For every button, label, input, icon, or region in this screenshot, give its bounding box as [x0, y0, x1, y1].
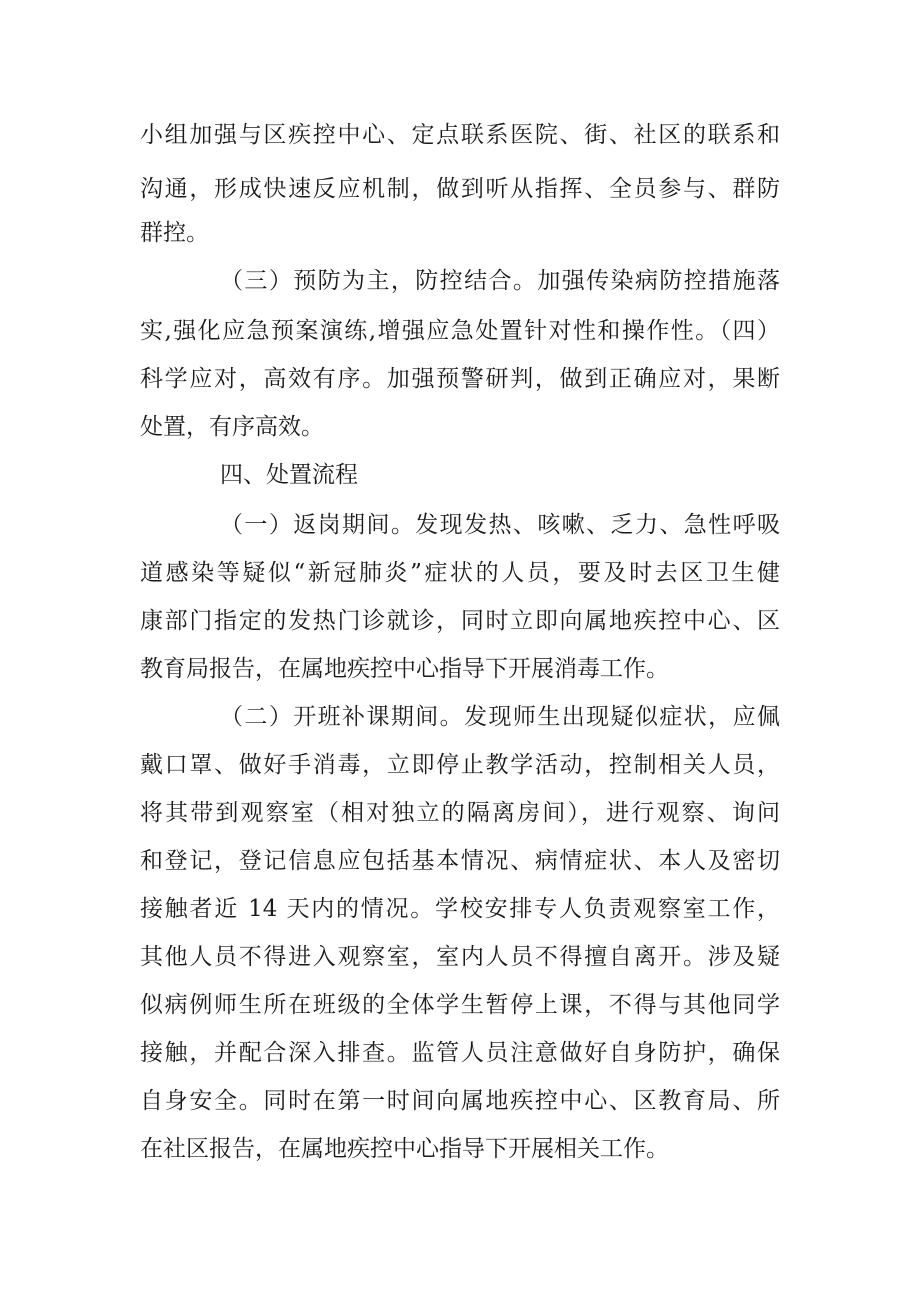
text-line: 处置，有序高效。: [140, 414, 324, 440]
text-line: 接触者近 14 天内的情况。学校安排专人负责观察室工作，: [140, 896, 780, 922]
text-line: （一）返岗期间。发现发热、咳嗽、乏力、急性呼吸: [220, 512, 780, 538]
text-line: 和登记，登记信息应包括基本情况、病情症状、本人及密切: [140, 848, 780, 874]
text-line: 科学应对，高效有序。加强预警研判，做到正确应对，果断: [140, 366, 780, 392]
text-line: 沟通，形成快速反应机制，做到听从指挥、全员参与、群防: [140, 176, 780, 202]
section-heading: 四、处置流程: [220, 462, 358, 488]
text-line: 似病例师生所在班级的全体学生暂停上课，不得与其他同学: [140, 992, 780, 1018]
text-line: 群控。: [140, 220, 209, 246]
text-line: 将其带到观察室（相对独立的隔离房间），进行观察、询问: [140, 800, 780, 826]
text-line: 其他人员不得进入观察室，室内人员不得擅自离开。涉及疑: [140, 944, 780, 970]
text-line: 小组加强与区疾控中心、定点联系医院、街、社区的联系和: [140, 122, 780, 148]
text-line: 道感染等疑似“新冠肺炎”症状的人员，要及时去区卫生健: [140, 560, 780, 586]
text-line: 康部门指定的发热门诊就诊，同时立即向属地疾控中心、区: [140, 608, 780, 634]
text-line: 教育局报告，在属地疾控中心指导下开展消毒工作。: [140, 656, 669, 682]
text-line: 接触，并配合深入排查。监管人员注意做好自身防护，确保: [140, 1040, 780, 1066]
text-line: 在社区报告，在属地疾控中心指导下开展相关工作。: [140, 1136, 669, 1162]
text-line: （二）开班补课期间。发现师生出现疑似症状，应佩: [220, 704, 780, 730]
text-line: 实,强化应急预案演练,增强应急处置针对性和操作性。（四）: [140, 318, 780, 344]
text-line: 自身安全。同时在第一时间向属地疾控中心、区教育局、所: [140, 1088, 780, 1114]
text-line: 戴口罩、做好手消毒，立即停止教学活动，控制相关人员，: [140, 752, 780, 778]
text-line: （三）预防为主，防控结合。加强传染病防控措施落: [220, 268, 780, 294]
